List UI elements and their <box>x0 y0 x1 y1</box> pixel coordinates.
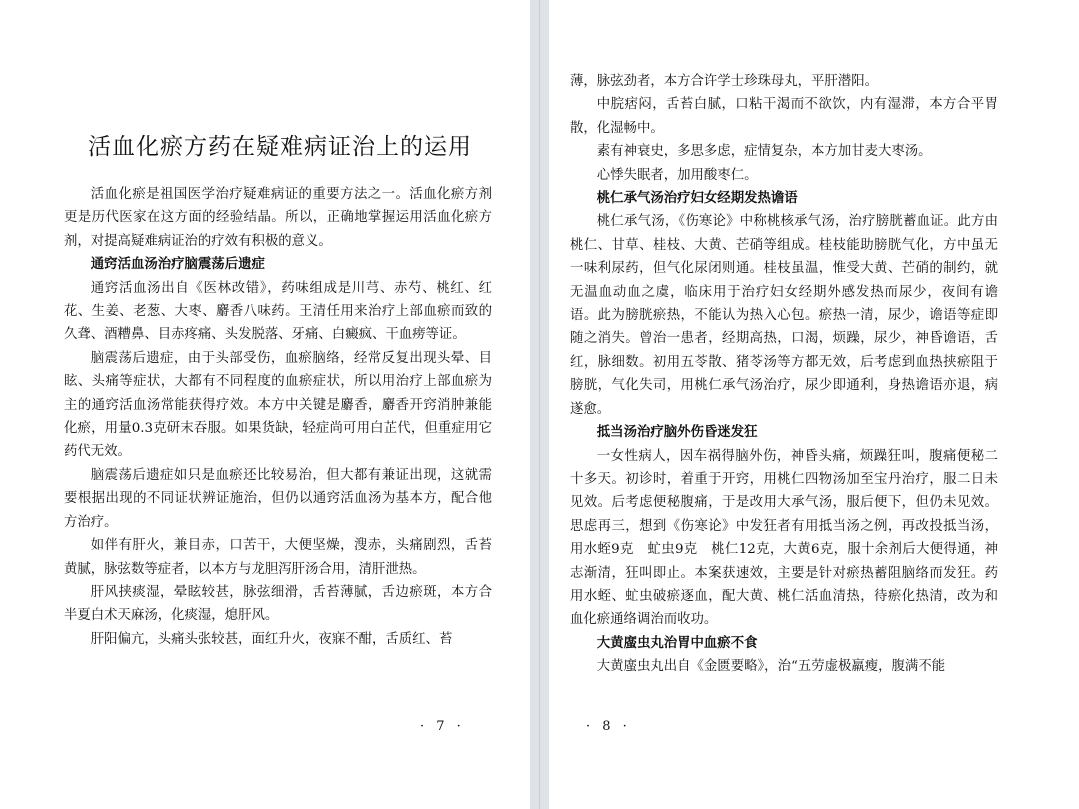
section-heading: 桃仁承气汤治疗妇女经期发热谵语 <box>596 191 798 207</box>
right-text-column <box>570 70 998 679</box>
right-page <box>549 0 1079 809</box>
paragraph-continuation: 薄，脉弦劲者，本方合许学士珍珠母丸，平肝潜阳。 <box>570 74 878 89</box>
article-title: 活血化瘀方药在疑难病证治上的运用 <box>88 134 472 160</box>
paragraph: 脑震荡后遗症，由于头部受伤，血瘀脑络，经常反复出现头晕、目眩、头痛等症状，大都有不同程度的血瘀症状，所以用治疗上部血瘀为主的通窍活血汤常能获得疗效。本方中关键是麝香，麝香开窍消肿兼能化瘀，用量0.3克研末吞服。如果货缺，轻症尚可用白芷代，但重症用它药代无效。 <box>64 350 492 460</box>
section-heading: 通窍活血汤治疗脑震荡后遗症 <box>90 257 265 273</box>
paragraph: 通窍活血汤出自《医林改错》，药味组成是川芎、赤芍、桃红、红花、生姜、老葱、大枣、麝香八味药。王清任用来治疗上部血瘀而致的久聋、酒糟鼻、目赤疼痛、头发脱落、牙痛、白癜疯、干血痨等证。 <box>64 280 492 343</box>
paragraph: 一女性病人，因车祸得脑外伤，神昏头痛，烦躁狂叫，腹痛便秘二十多天。初诊时，着重于开窍，用桃仁四物汤加至宝丹治疗，服二日未见效。后考虑便秘腹痛，于是改用大承气汤，服后便下，但仍未见效。思虑再三，想到《伤寒论》中发狂者有用抵当汤之例，再改投抵当汤，用水蛭9克 虻虫9克 桃仁12克，大黄6克，服十余剂后大便得通，神志渐清，狂叫即止。本案获速效，主要是针对瘀热蓄阻脑络而发狂。药用水蛭、虻虫破瘀逐血，配大黄、桃仁活血清热，待瘀化热清，改为和血化瘀通络调治而收功。 <box>570 448 998 628</box>
paragraph: 脑震荡后遗症如只是血瘀还比较易治，但大都有兼证出现，这就需要根据出现的不同证状辨证施治，但仍以通窍活血汤为基本方，配合他方治疗。 <box>64 467 492 530</box>
paragraph: 大黄䗪虫丸出自《金匮要略》，治“五劳虚极羸瘦，腹满不能 <box>596 659 946 675</box>
paragraph: 桃仁承气汤，《伤寒论》中称桃核承气汤，治疗膀胱蓄血证。此方由桃仁、甘草、桂枝、大黄、芒硝等组成。桂枝能助膀胱气化，方中虽无一味利尿药，但气化尿闭则通。桂枝虽温，惟受大黄、芒硝的制约，就无温血动血之虞，临床用于治疗妇女经期外感发热而尿少，夜间有谵语。此为膀胱瘀热，不能认为热入心包。瘀热一清，尿少，谵语等症即随之消失。曾治一患者，经期高热，口渴，烦躁，尿少，神昏谵语，舌红，脉细数。初用五苓散、猪苓汤等方都无效，后考虑到血热挟瘀阻于膀胱，气化失司，用桃仁承气汤治疗，尿少即通利，身热谵语亦退，病遂愈。 <box>570 214 998 417</box>
left-page <box>0 0 530 809</box>
paragraph: 中脘痞闷，舌苔白腻，口粘干渴而不欲饮，内有湿滞，本方合平胃散，化湿畅中。 <box>570 97 998 136</box>
paragraph: 心悸失眠者，加用酸枣仁。 <box>596 167 758 183</box>
section-heading: 抵当汤治疗脑外伤昏迷发狂 <box>596 425 758 441</box>
section-heading: 大黄䗪虫丸治胃中血瘀不食 <box>596 635 758 651</box>
paragraph: 素有神衰史，多思多虑，症情复杂，本方加甘麦大枣汤。 <box>596 144 932 160</box>
paragraph: 如伴有肝火，兼目赤，口苦干，大便坚燥，溲赤，头痛剧烈，舌苔黄腻，脉弦数等症者，以本方与龙胆泻肝汤合用，清肝泄热。 <box>64 538 492 577</box>
intro-paragraph: 活血化瘀是祖国医学治疗疑难病证的重要方法之一。活血化瘀方剂更是历代医家在这方面的经验结晶。所以，正确地掌握运用活血化瘀方剂，对提高疑难病证治的疗效有积极的意义。 <box>64 187 492 249</box>
page-number: · 7 · <box>420 719 465 734</box>
page-gutter <box>530 0 549 809</box>
paragraph: 肝阳偏亢，头痛头张较甚，面红升火，夜寐不酣，舌质红、苔 <box>90 631 453 647</box>
page-number: · 8 · <box>586 719 631 734</box>
left-text-column <box>64 183 492 651</box>
paragraph: 肝风挟痰湿，晕眩较甚，脉弦细滑，舌苔薄腻，舌边瘀斑，本方合半夏白术天麻汤，化痰湿，熄肝风。 <box>64 584 492 624</box>
